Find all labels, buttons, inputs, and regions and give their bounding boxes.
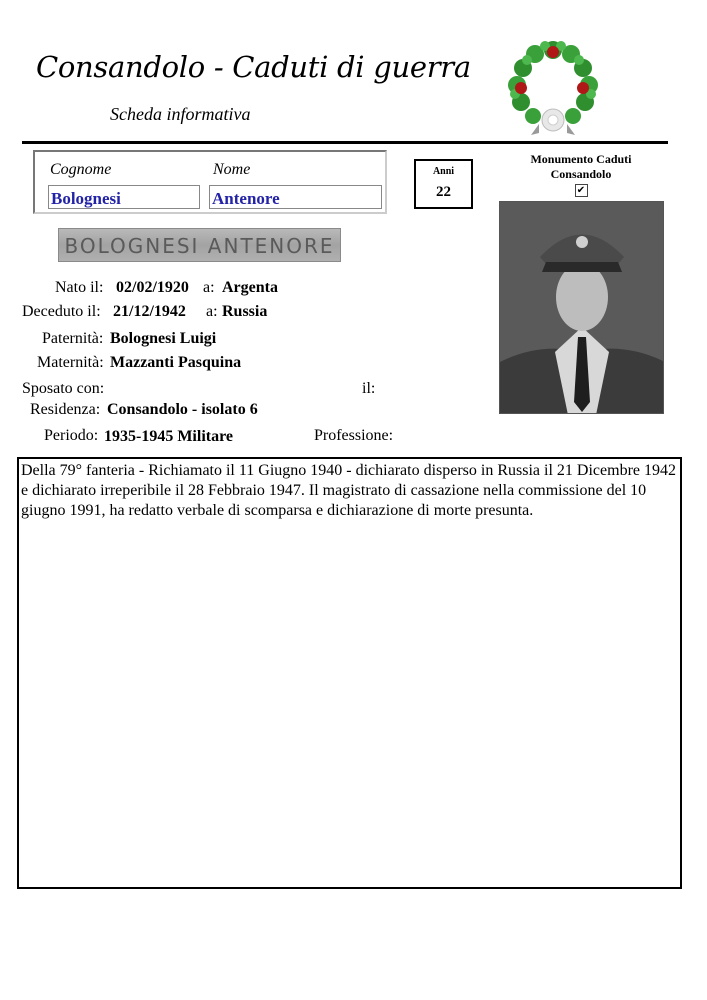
age-box [414, 159, 473, 209]
cognome-label: Cognome [50, 161, 112, 178]
header-divider [22, 141, 668, 144]
nome-label: Nome [213, 161, 251, 178]
name-plate-text: BOLOGNESI ANTENORE [64, 234, 335, 258]
death-place-label: a: [206, 303, 218, 320]
description-box: Della 79° fanteria - Richiamato il 11 Giugno 1940 - dichiarato disperso in Russia il 21 Dicembre 1942 e dichiarato irreperibile il 28 Febbraio 1947. Il magistrato di cassazione nella commissione del 10 giugno 1991, ha redatto verbale di scomparsa e dichiarazione di morte presunta. [17, 457, 682, 889]
birth-place-value: Argenta [222, 279, 278, 296]
residence-label: Residenza: [30, 401, 101, 418]
birth-place-label: a: [203, 279, 215, 296]
death-date-value: 21/12/1942 [113, 303, 186, 320]
period-value: 1935-1945 Militare [104, 428, 234, 445]
death-date-label: Deceduto il: [22, 303, 101, 320]
memorial-wreath-icon [505, 40, 601, 136]
page-subtitle: Scheda informativa [110, 104, 251, 124]
birth-date-value: 02/02/1920 [116, 279, 189, 296]
age-value: 22 [436, 184, 451, 200]
paternity-value: Bolognesi Luigi [110, 330, 217, 347]
portrait-photo [499, 201, 664, 414]
period-label: Periodo: [44, 427, 99, 444]
death-place-value: Russia [222, 303, 268, 320]
paternity-label: Paternità: [42, 330, 104, 347]
monument-line1: Monumento Caduti [530, 152, 632, 166]
marriage-date-label: il: [362, 380, 376, 397]
birth-date-label: Nato il: [55, 279, 104, 296]
cognome-field[interactable]: Bolognesi [48, 185, 200, 209]
monument-label-block [520, 152, 642, 197]
checkbox-checked-icon[interactable]: ✔ [575, 184, 588, 197]
nome-field[interactable]: Antenore [209, 185, 382, 209]
spouse-label: Sposato con: [22, 380, 105, 397]
age-label: Anni [432, 166, 455, 177]
page-title: Consandolo - Caduti di guerra [36, 50, 471, 84]
maternity-label: Maternità: [37, 354, 104, 371]
monument-line2: Consandolo [550, 167, 612, 181]
residence-value: Consandolo - isolato 6 [107, 401, 258, 418]
maternity-value: Mazzanti Pasquina [110, 354, 242, 371]
profession-label: Professione: [314, 427, 394, 444]
name-plate-image [58, 228, 341, 262]
